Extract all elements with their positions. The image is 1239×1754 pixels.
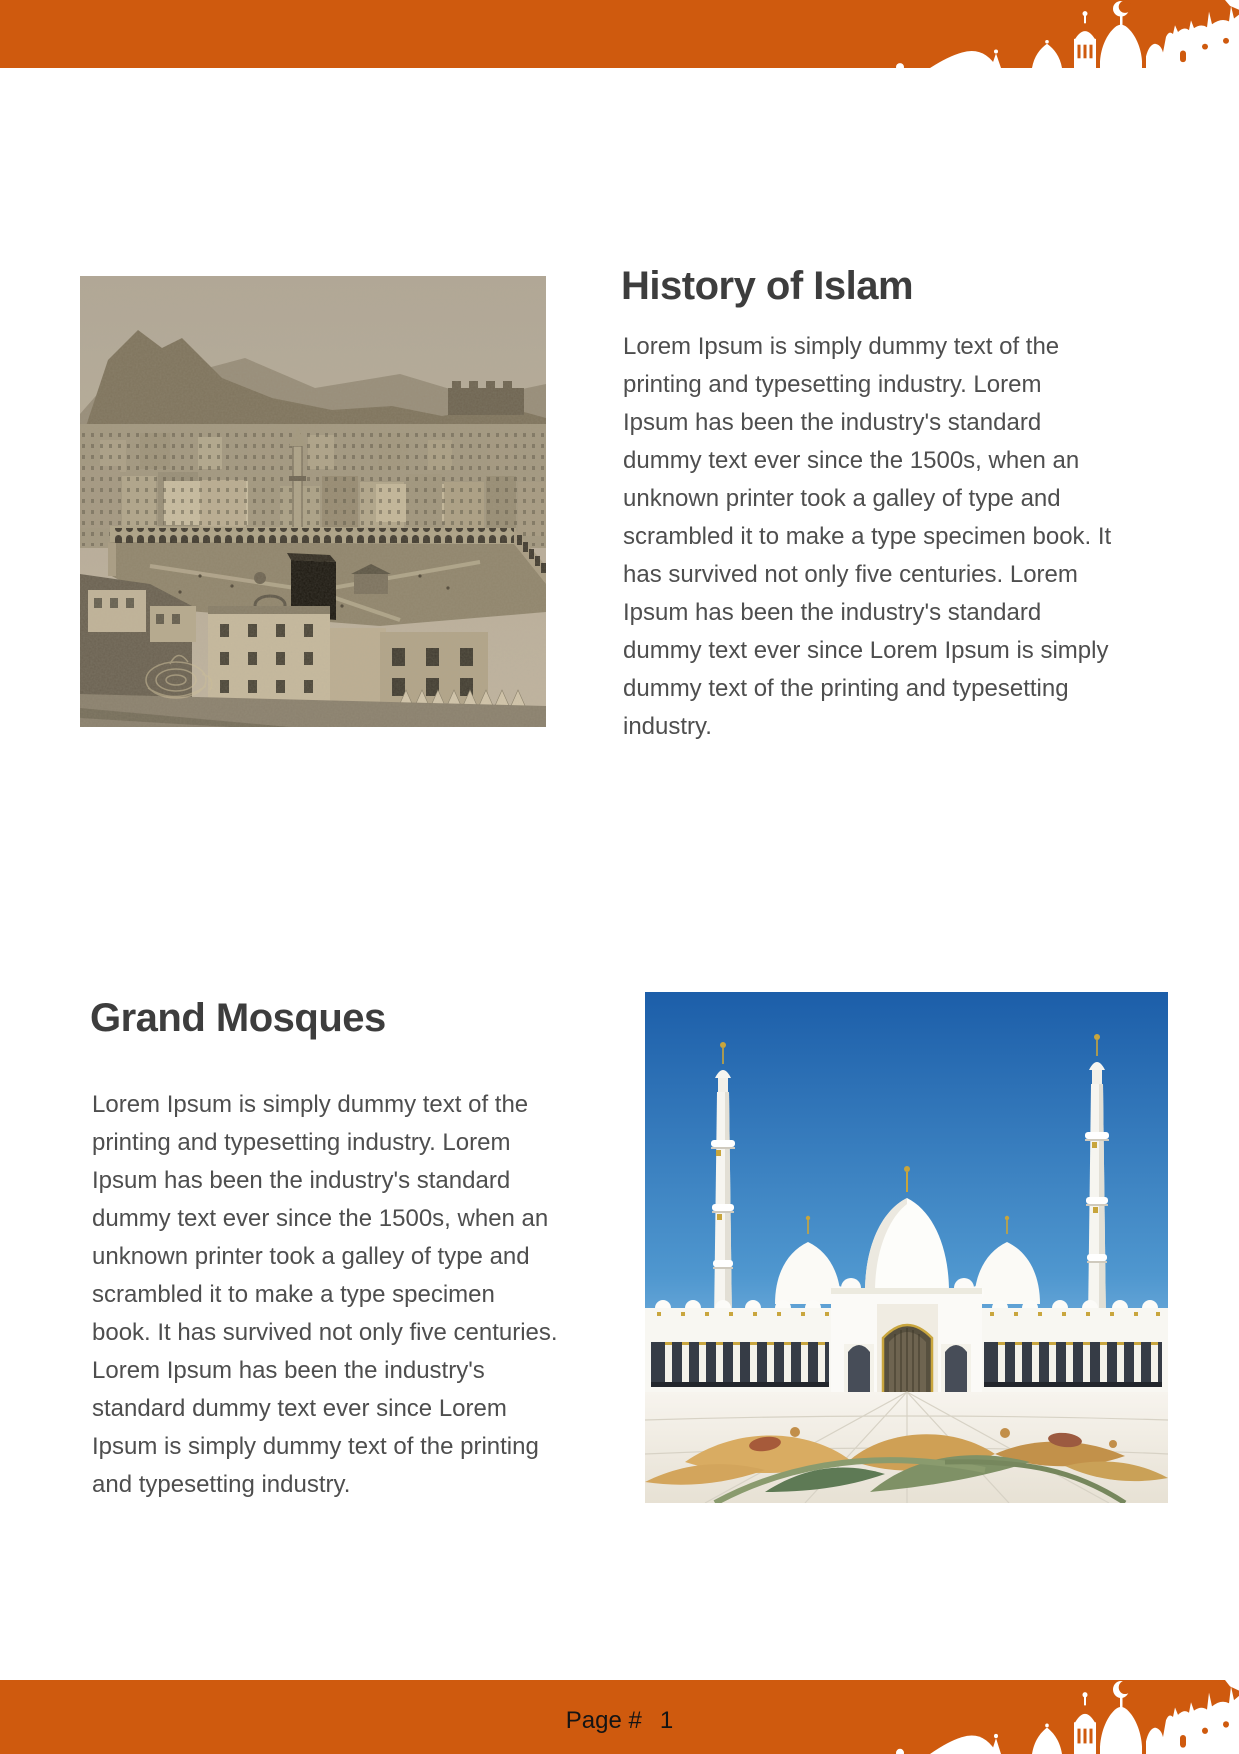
page-number-value: 1 [659,1707,674,1734]
section-body-mosques: Lorem Ipsum is simply dummy text of the printing and typesetting industry. Lorem Ipsum has been the industry's standard dummy text ever since the 1500s, when an unknown printer took a galley of type and scrambled it to make a type specimen book. It has survived not only five centuries. Lorem Ipsum has been the industry's standard dummy text ever since Lorem Ipsum is simply dummy text of the printing and typesetting industry. [92,1091,558,1498]
sepia-tone [80,276,546,727]
mosque-skyline-silhouette-icon [0,0,1239,68]
central-facade [831,1288,982,1392]
grand-mosque-illustration [645,992,1168,1503]
section-title-history: History of Islam [621,264,914,308]
header-bar [0,0,1239,68]
section-body-history: Lorem Ipsum is simply dummy text of the printing and typesetting industry. Lorem Ipsum has been the industry's standard dummy text ever since the 1500s, when an unknown printer took a galley of type and scrambled it to make a type specimen book. It has survived not only five centuries. Lorem Ipsum has been the industry's standard dummy text ever since Lorem Ipsum is simply dummy text of the printing and typesetting industry. [623,333,1112,740]
mecca-photo-illustration [80,276,546,727]
historic-mecca-photo [80,276,546,727]
section-title-mosques: Grand Mosques [90,996,386,1040]
grand-mosque-photo [645,992,1168,1503]
page-number-label: Page # [565,1707,642,1734]
page-number [0,1706,1239,1736]
